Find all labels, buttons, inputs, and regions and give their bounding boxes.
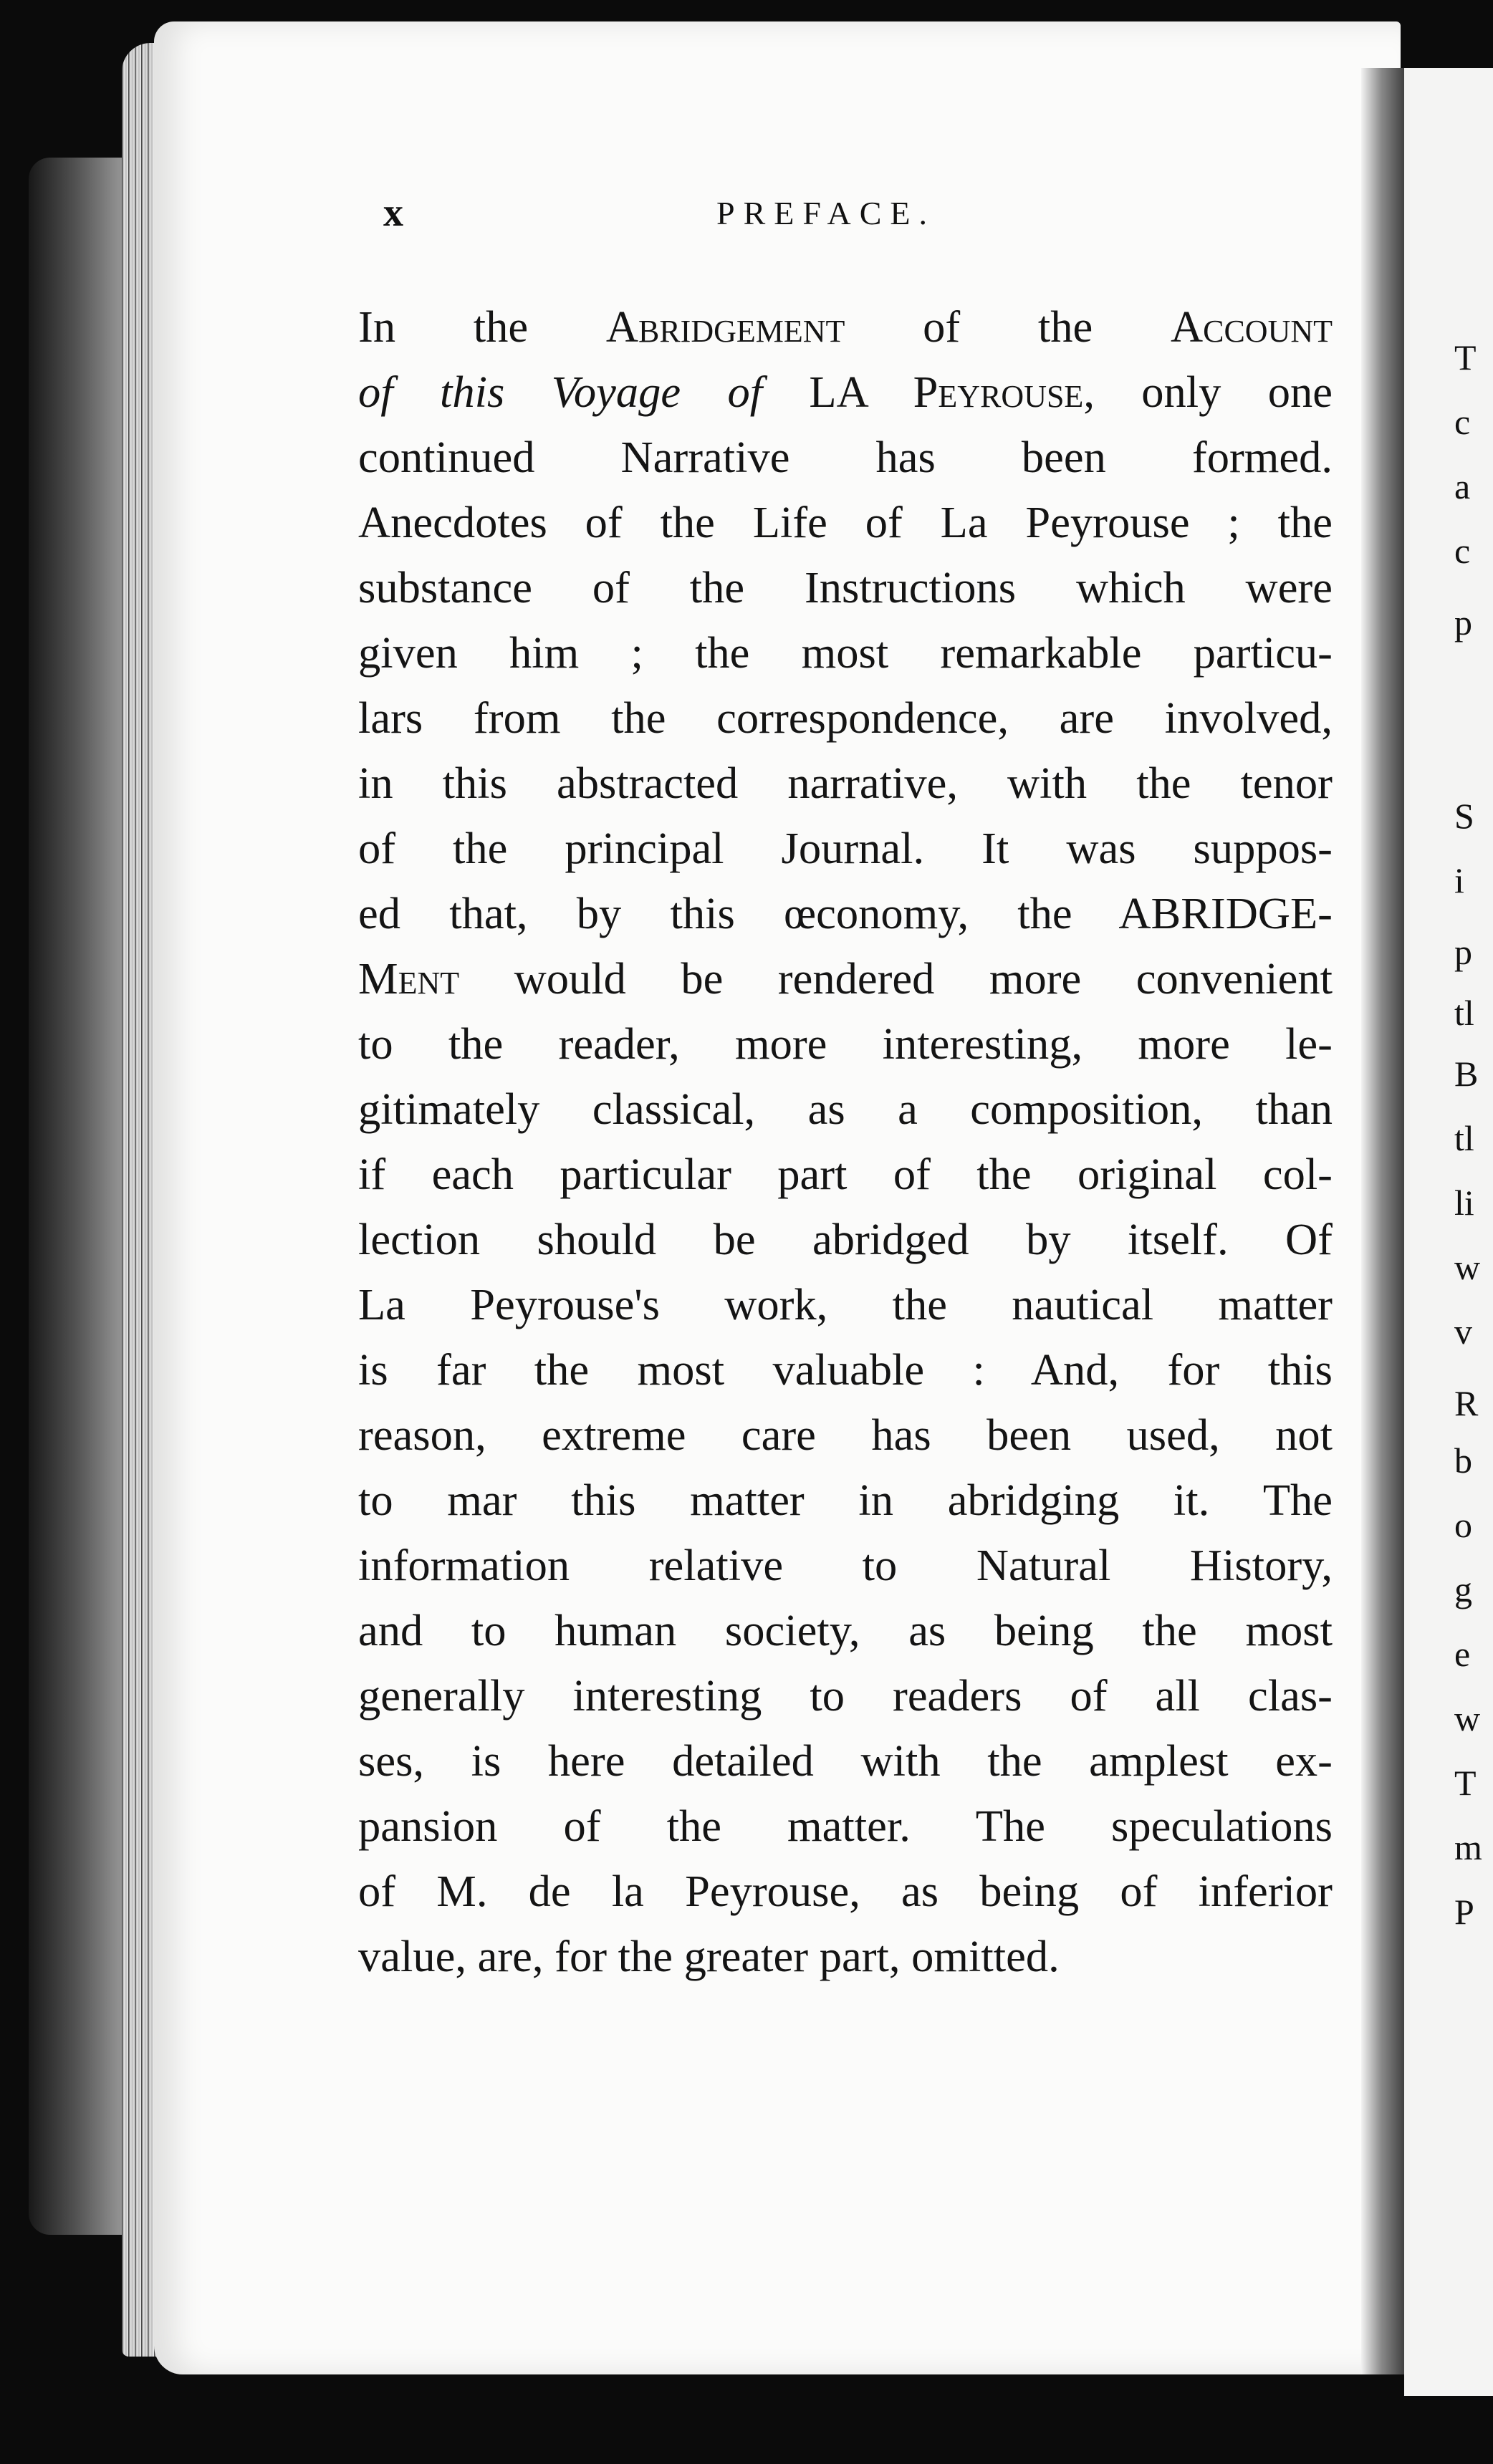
text-line: value, are, for the greater part, omitted. xyxy=(358,1931,1060,1981)
text-line: information relative to Natural History, xyxy=(358,1540,1333,1590)
text-line: gitimately classical, as a composition, than xyxy=(358,1084,1333,1134)
text-line: if each particular part of the original col- xyxy=(358,1149,1333,1199)
facing-fragment: b xyxy=(1454,1440,1472,1481)
facing-fragment: g xyxy=(1454,1569,1472,1609)
facing-fragment: c xyxy=(1454,531,1471,571)
facing-fragment: tl xyxy=(1454,993,1474,1033)
facing-fragment: li xyxy=(1454,1183,1474,1223)
facing-fragment: T xyxy=(1454,337,1477,377)
facing-fragment: p xyxy=(1454,932,1472,972)
facing-fragment: p xyxy=(1454,602,1472,643)
facing-page xyxy=(1404,68,1493,2396)
page-header xyxy=(383,190,1329,254)
facing-fragment: m xyxy=(1454,1827,1482,1867)
text-line: of M. de la Peyrouse, as being of inferior xyxy=(358,1866,1333,1916)
text-line: substance of the Instructions which were xyxy=(358,562,1333,612)
text-line: to the reader, more interesting, more le- xyxy=(358,1019,1333,1069)
text-line: of this Voyage of LA Peyrouse, only one xyxy=(358,367,1333,417)
facing-fragment: S xyxy=(1454,796,1474,836)
text-line: in this abstracted narrative, with the tenor xyxy=(358,758,1333,808)
facing-fragment: w xyxy=(1454,1247,1481,1287)
facing-fragment: c xyxy=(1454,402,1471,442)
text-line: ed that, by this œconomy, the ABRIDGE- xyxy=(358,888,1333,938)
facing-fragment: w xyxy=(1454,1698,1481,1738)
text-line: continued Narrative has been formed. xyxy=(358,432,1333,482)
running-title: PREFACE. xyxy=(716,195,936,231)
text-line: generally interesting to readers of all clas- xyxy=(358,1670,1333,1721)
text-line: ses, is here detailed with the amplest ex- xyxy=(358,1736,1333,1786)
facing-fragment: T xyxy=(1454,1763,1477,1803)
facing-fragment: o xyxy=(1454,1505,1472,1545)
facing-fragment: P xyxy=(1454,1892,1474,1932)
text-line: of the principal Journal. It was suppos- xyxy=(358,823,1333,873)
text-line: pansion of the matter. The speculations xyxy=(358,1801,1333,1851)
facing-fragment: v xyxy=(1454,1312,1472,1352)
text-line: Anecdotes of the Life of La Peyrouse ; the xyxy=(358,497,1333,547)
text-line: lection should be abridged by itself. Of xyxy=(358,1214,1333,1264)
facing-fragment: e xyxy=(1454,1634,1471,1674)
text-line: to mar this matter in abridging it. The xyxy=(358,1475,1333,1525)
facing-fragment: B xyxy=(1454,1054,1479,1094)
text-line: and to human society, as being the most xyxy=(358,1605,1333,1655)
facing-fragment: tl xyxy=(1454,1118,1474,1158)
text-line: is far the most valuable : And, for this xyxy=(358,1344,1333,1395)
page-number: x xyxy=(383,191,403,235)
text-line: given him ; the most remarkable particu- xyxy=(358,627,1333,678)
facing-fragment: R xyxy=(1454,1383,1479,1423)
text-line: La Peyrouse's work, the nautical matter xyxy=(358,1279,1333,1329)
text-line: Ment would be rendered more convenient xyxy=(358,953,1333,1004)
facing-fragment: i xyxy=(1454,860,1464,900)
text-line: lars from the correspondence, are involved, xyxy=(358,693,1333,743)
text-line: reason, extreme care has been used, not xyxy=(358,1410,1333,1460)
facing-fragment: a xyxy=(1454,466,1471,506)
text-line: In the Abridgement of the Account xyxy=(358,302,1333,352)
